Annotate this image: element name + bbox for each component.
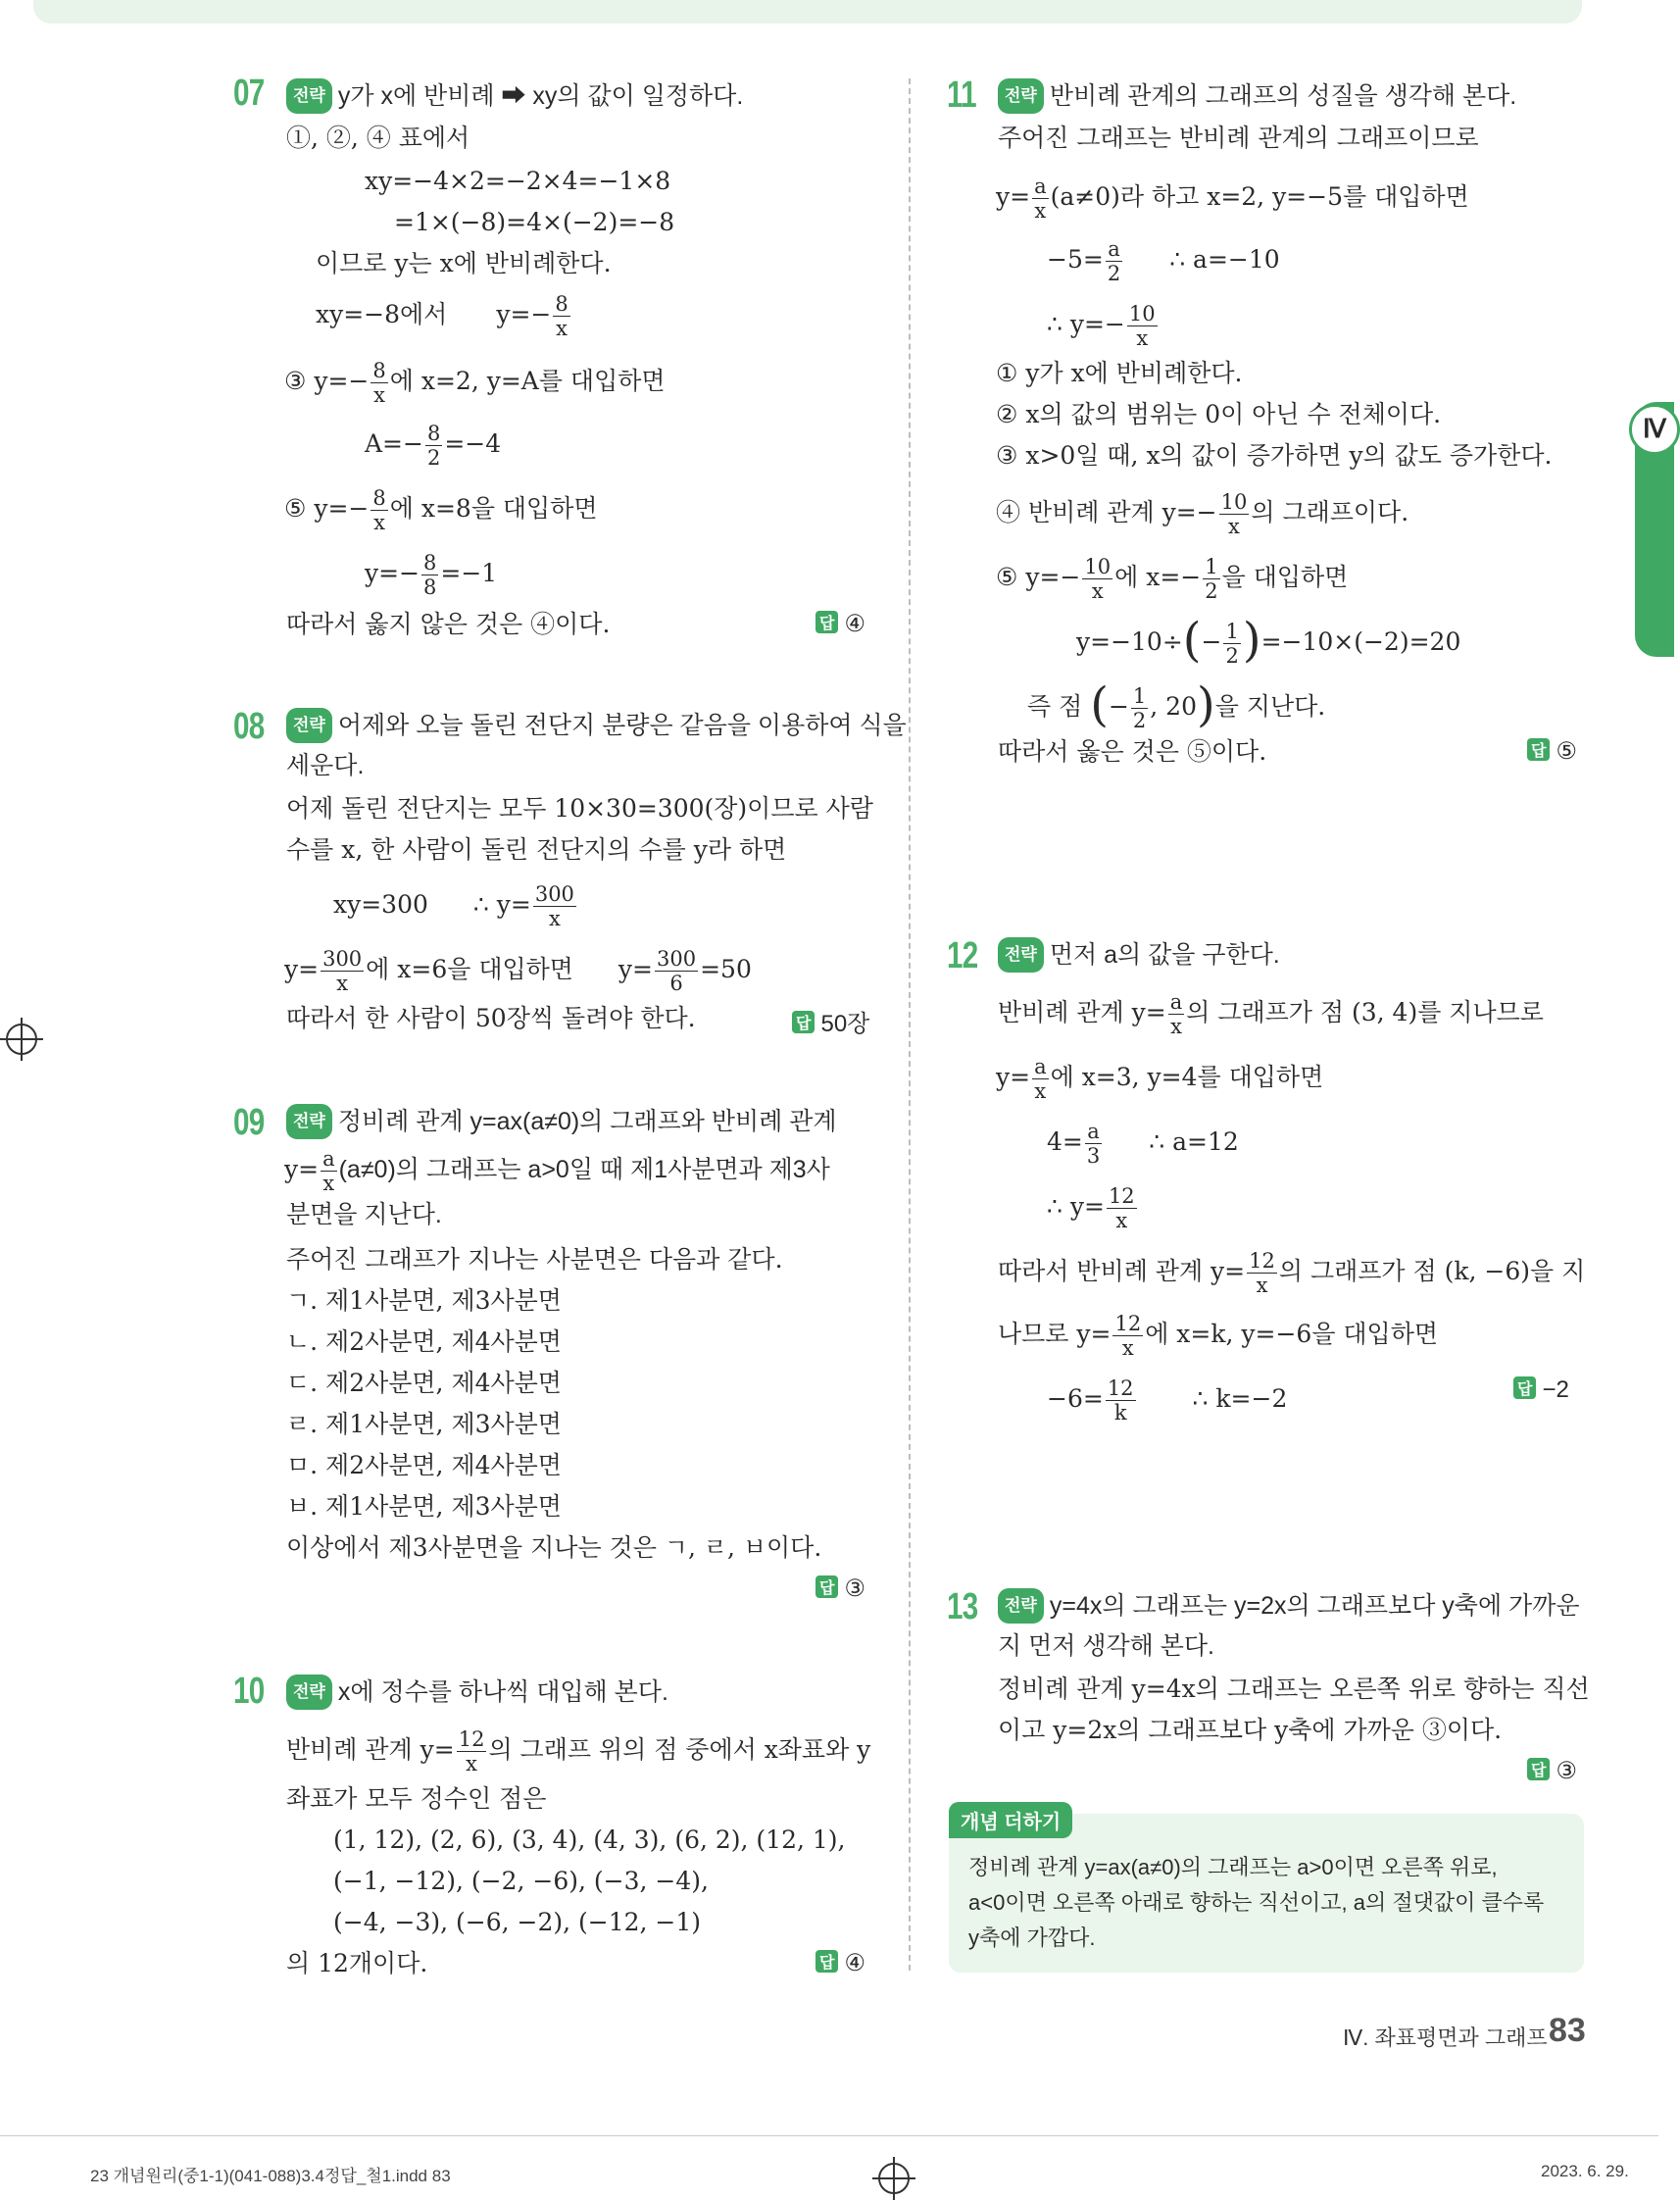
- strategy-tag: 전략: [286, 1675, 332, 1710]
- p07-line: xy=−8에서 y=− $\frac{8}{x}$: [316, 292, 568, 340]
- fraction: $\frac{300}{x}$: [534, 882, 574, 930]
- p09-list-item: ㄱ. 제1사분면, 제3사분면: [286, 1286, 562, 1315]
- fraction: $\frac{a}{2}$: [1107, 237, 1121, 285]
- fraction: $\frac{a}{3}$: [1086, 1120, 1101, 1168]
- problem-number-13: 13: [947, 1586, 978, 1627]
- fraction: $\frac{a}{x}$: [1169, 990, 1183, 1038]
- strategy-tag: 전략: [998, 1588, 1044, 1624]
- problem-number-10: 10: [233, 1671, 265, 1712]
- p10-line: (1, 12), (2, 6), (3, 4), (4, 3), (6, 2), (12, 1),: [333, 1825, 846, 1854]
- p12-line: −6= $\frac{12}{k}$ ∴ k=−2: [1047, 1376, 1288, 1425]
- fraction: $\frac{12}{x}$: [1108, 1184, 1135, 1232]
- problem-number-09: 09: [233, 1102, 265, 1143]
- p11-line: −5= $\frac{a}{2}$ ∴ a=−10: [1047, 237, 1280, 285]
- p10-line: 반비례 관계 y= $\frac{12}{x}$ 의 그래프 위의 점 중에서 x좌표와 y: [286, 1727, 871, 1775]
- p09-strategy: 전략 정비례 관계 y=ax(a≠0)의 그래프와 반비례 관계: [286, 1104, 837, 1139]
- p10-strategy: 전략 x에 정수를 하나씩 대입해 본다.: [286, 1675, 668, 1710]
- p09-list-item: ㄴ. 제2사분면, 제4사분면: [286, 1327, 562, 1356]
- column-divider: [909, 78, 911, 1971]
- p07-line: xy=−4×2=−2×4=−1×8: [365, 167, 671, 195]
- p07-strategy: 전략 y가 x에 반비례 ➡ xy의 값이 일정하다.: [286, 78, 743, 114]
- p07-answer: 답 ④: [815, 610, 865, 638]
- p13-strategy: 전략 y=4x의 그래프는 y=2x의 그래프보다 y축에 가까운: [998, 1588, 1580, 1624]
- p11-line: 즉 점 (− $\frac{1}{2}$ , 20)을 지난다.: [1027, 677, 1326, 732]
- p11-line: ⑤ y=− $\frac{10}{x}$ 에 x=− $\frac{1}{2}$ 을 대입하면: [996, 555, 1349, 603]
- p09-list-item: ㅂ. 제1사분면, 제3사분면: [286, 1492, 562, 1521]
- p10-line: 좌표가 모두 정수인 점은: [286, 1784, 547, 1813]
- fraction: $\frac{8}{x}$: [372, 359, 386, 407]
- registration-mark-icon: [878, 2163, 910, 2194]
- p07-line: 따라서 옳지 않은 것은 ④이다.: [286, 610, 611, 638]
- concept-text: 정비례 관계 y=ax(a≠0)의 그래프는 a>0이면 오른쪽 위로,: [968, 1855, 1498, 1879]
- footer-file-info: 23 개념원리(중1-1)(041-088)3.4정답_철1.indd 83: [90, 2167, 451, 2185]
- p11-line: ③ x>0일 때, x의 값이 증가하면 y의 값도 증가한다.: [996, 441, 1553, 470]
- chapter-side-tab: [1635, 402, 1674, 657]
- p09-line: 이상에서 제3사분면을 지나는 것은 ㄱ, ㄹ, ㅂ이다.: [286, 1533, 822, 1562]
- p11-line: y=−10÷(− $\frac{1}{2}$ )=−10×(−2)=20: [1076, 613, 1461, 668]
- concept-header: 개념 더하기: [949, 1802, 1072, 1838]
- fraction: $\frac{1}{2}$: [1132, 684, 1147, 732]
- p12-line: 반비례 관계 y= $\frac{a}{x}$ 의 그래프가 점 (3, 4)를 지나므로: [998, 990, 1544, 1038]
- fraction: $\frac{8}{x}$: [555, 292, 568, 340]
- p08-line: 따라서 한 사람이 50장씩 돌려야 한다.: [286, 1004, 696, 1032]
- p11-strategy: 전략 반비례 관계의 그래프의 성질을 생각해 본다.: [998, 78, 1516, 114]
- footer-rule: [0, 2135, 1658, 2136]
- p08-line: 수를 x, 한 사람이 돌린 전단지의 수를 y라 하면: [286, 835, 787, 864]
- strategy-tag: 전략: [286, 708, 332, 743]
- p12-line: 4= $\frac{a}{3}$ ∴ a=12: [1047, 1120, 1239, 1168]
- p09-list-item: ㄹ. 제1사분면, 제3사분면: [286, 1410, 562, 1438]
- chapter-title: Ⅳ. 좌표평면과 그래프: [1343, 2025, 1548, 2050]
- fraction: $\frac{8}{x}$: [372, 486, 386, 534]
- page-number: 83: [1549, 2012, 1586, 2049]
- p07-line: ①, ②, ④ 표에서: [286, 124, 470, 152]
- p13-line: 이고 y=2x의 그래프보다 y축에 가까운 ③이다.: [998, 1716, 1503, 1744]
- fraction: $\frac{12}{k}$: [1107, 1376, 1134, 1425]
- p09-line: 주어진 그래프가 지나는 사분면은 다음과 같다.: [286, 1245, 783, 1274]
- fraction: $\frac{10}{x}$: [1128, 302, 1156, 350]
- p12-line: 따라서 반비례 관계 y= $\frac{12}{x}$ 의 그래프가 점 (k, −6)을 지: [998, 1249, 1586, 1297]
- strategy-tag: 전략: [998, 78, 1044, 114]
- p11-answer: 답 ⑤: [1527, 737, 1577, 766]
- fraction: $\frac{12}{x}$: [1249, 1249, 1275, 1297]
- p07-line: A=− $\frac{8}{2}$ =−4: [365, 422, 502, 470]
- concept-text: y축에 가깝다.: [968, 1925, 1096, 1950]
- fraction: $\frac{12}{x}$: [1114, 1312, 1142, 1360]
- p09-strategy: y= $\frac{a}{x}$ (a≠0)의 그래프는 a>0일 때 제1사분면과 제3사: [284, 1147, 830, 1195]
- p07-line: =1×(−8)=4×(−2)=−8: [394, 208, 675, 236]
- p10-line: 의 12개이다.: [286, 1949, 428, 1977]
- fraction: $\frac{300}{x}$: [322, 947, 363, 995]
- fraction: $\frac{12}{x}$: [458, 1727, 485, 1775]
- p08-line: y= $\frac{300}{x}$ 에 x=6을 대입하면 y= $\frac{300}{6}$ =50: [284, 947, 752, 995]
- p11-line: 따라서 옳은 것은 ⑤이다.: [998, 737, 1267, 766]
- problem-number-08: 08: [233, 706, 265, 747]
- p09-strategy: 분면을 지난다.: [286, 1201, 442, 1228]
- fraction: $\frac{300}{6}$: [657, 947, 697, 995]
- p12-line: ∴ y= $\frac{12}{x}$: [1047, 1184, 1135, 1232]
- p08-strategy: 전략 어제와 오늘 돌린 전단지 분량은 같음을 이용하여 식을: [286, 708, 907, 743]
- concept-text: a<0이면 오른쪽 아래로 향하는 직선이고, a의 절댓값이 클수록: [968, 1890, 1545, 1915]
- problem-number-12: 12: [947, 935, 978, 976]
- p12-line: y= $\frac{a}{x}$ 에 x=3, y=4를 대입하면: [996, 1055, 1324, 1103]
- p07-line: ⑤ y=− $\frac{8}{x}$ 에 x=8을 대입하면: [284, 486, 598, 534]
- p07-line: y=− $\frac{8}{8}$ =−1: [365, 551, 498, 599]
- p10-line: (−1, −12), (−2, −6), (−3, −4),: [333, 1867, 709, 1895]
- p12-line: 나므로 y= $\frac{12}{x}$ 에 x=k, y=−6을 대입하면: [998, 1312, 1439, 1360]
- fraction: $\frac{8}{8}$: [423, 551, 437, 599]
- fraction: $\frac{a}{x}$: [322, 1147, 335, 1195]
- p11-line: ∴ y=− $\frac{10}{x}$: [1047, 302, 1156, 350]
- top-banner: [33, 0, 1582, 24]
- p13-line: 정비례 관계 y=4x의 그래프는 오른쪽 위로 향하는 직선: [998, 1675, 1590, 1703]
- fraction: $\frac{a}{x}$: [1034, 175, 1047, 223]
- p09-list-item: ㅁ. 제2사분면, 제4사분면: [286, 1451, 562, 1479]
- p11-line: ④ 반비례 관계 y=− $\frac{10}{x}$ 의 그래프이다.: [996, 490, 1409, 538]
- chapter-badge: Ⅳ: [1629, 404, 1680, 455]
- fraction: $\frac{a}{x}$: [1034, 1055, 1047, 1103]
- registration-mark-icon: [6, 1024, 37, 1055]
- problem-number-11: 11: [947, 75, 976, 116]
- fraction: $\frac{10}{x}$: [1084, 555, 1112, 603]
- p07-line: 이므로 y는 x에 반비례한다.: [316, 249, 612, 277]
- footer-date: 2023. 6. 29.: [1541, 2162, 1629, 2180]
- p13-strategy: 지 먼저 생각해 본다.: [998, 1632, 1214, 1660]
- p09-list-item: ㄷ. 제2사분면, 제4사분면: [286, 1369, 562, 1397]
- p11-line: 주어진 그래프는 반비례 관계의 그래프이므로: [998, 124, 1479, 152]
- p08-answer: 답 50장: [792, 1004, 869, 1038]
- problem-number-07: 07: [233, 73, 265, 114]
- fraction: $\frac{1}{2}$: [1205, 555, 1218, 603]
- fraction: $\frac{1}{2}$: [1225, 620, 1239, 668]
- strategy-tag: 전략: [998, 937, 1044, 973]
- p11-line: ② x의 값의 범위는 0이 아닌 수 전체이다.: [996, 400, 1442, 428]
- p11-line: ① y가 x에 반비례한다.: [996, 359, 1243, 387]
- p13-answer: 답 ③: [1527, 1757, 1577, 1785]
- p08-line: xy=300 ∴ y= $\frac{300}{x}$: [333, 882, 574, 930]
- p08-line: 어제 돌린 전단지는 모두 10×30=300(장)이므로 사람: [286, 794, 873, 823]
- p10-line: (−4, −3), (−6, −2), (−12, −1): [333, 1908, 702, 1936]
- strategy-tag: 전략: [286, 78, 332, 114]
- p11-line: y= $\frac{a}{x}$ (a≠0)라 하고 x=2, y=−5를 대입하면: [996, 175, 1469, 223]
- strategy-tag: 전략: [286, 1104, 332, 1139]
- p07-line: ③ y=− $\frac{8}{x}$ 에 x=2, y=A를 대입하면: [284, 359, 666, 407]
- p08-strategy: 세운다.: [286, 752, 365, 779]
- fraction: $\frac{10}{x}$: [1220, 490, 1248, 538]
- concept-box: [949, 1814, 1584, 1973]
- p09-answer: 답 ③: [815, 1575, 865, 1603]
- p10-answer: 답 ④: [815, 1949, 865, 1977]
- p12-strategy: 전략 먼저 a의 값을 구한다.: [998, 937, 1280, 973]
- p12-answer: 답 −2: [1513, 1376, 1569, 1404]
- fraction: $\frac{8}{2}$: [426, 422, 441, 470]
